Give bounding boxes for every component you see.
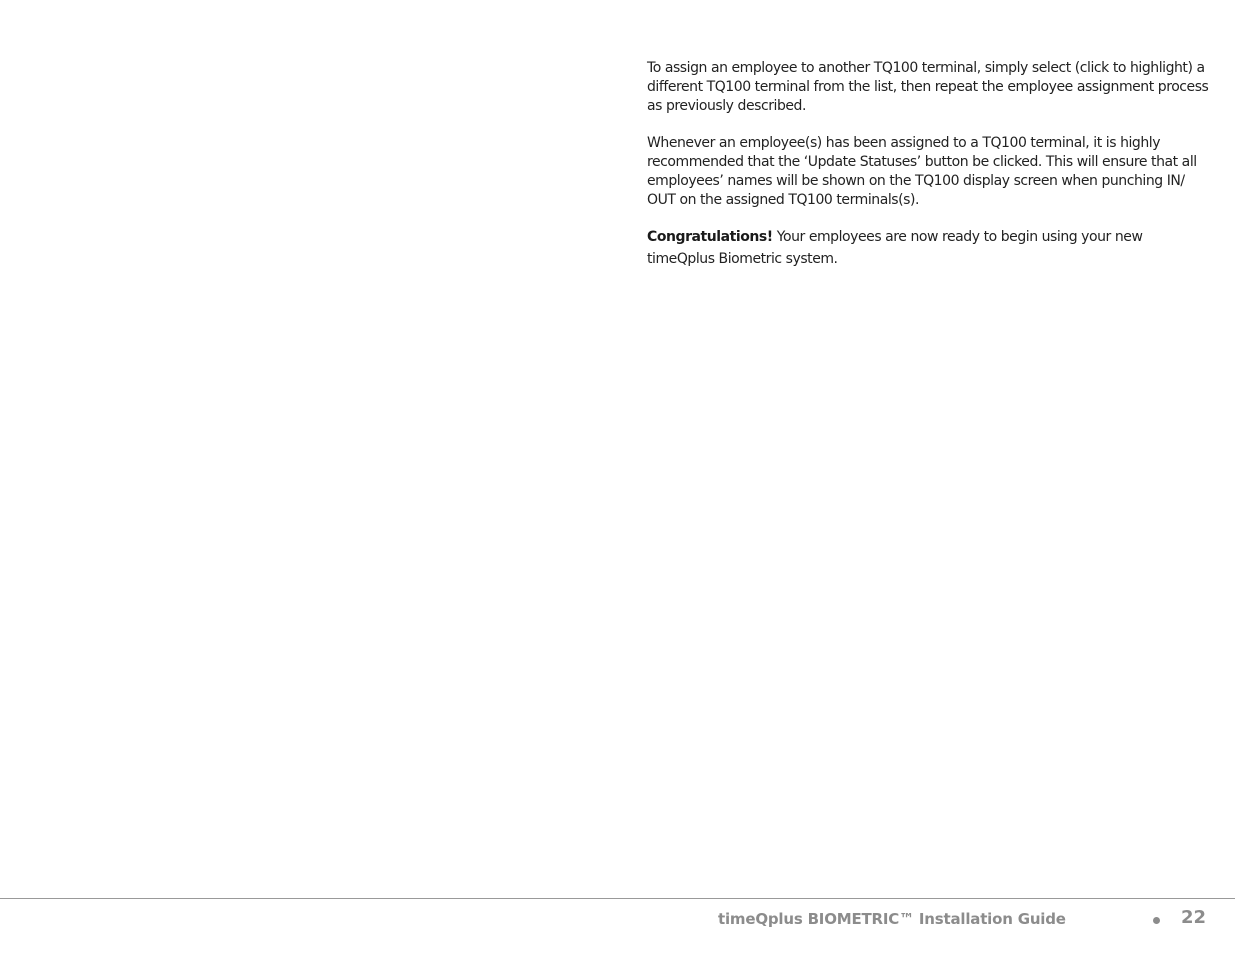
congratulations-label: Congratulations! (647, 229, 773, 245)
paragraph-assign-terminal: To assign an employee to another TQ100 terminal, simply select (click to highlight) a different TQ100 terminal from the list, then repeat the employee assignment process as previously described. (647, 60, 1209, 114)
paragraph-update-statuses: Whenever an employee(s) has been assigned to a TQ100 terminal, it is highly recommended that the ‘Update Statuses’ button be clicked. This will ensure that all employees’ names will be shown on the TQ100 display screen when punching IN/ OUT on the assigned TQ100 terminals(s). (647, 135, 1197, 208)
main-content (647, 59, 1213, 287)
paragraph-congratulations (647, 228, 1213, 269)
footer-guide-title: timeQplus BIOMETRIC™ Installation Guide (718, 910, 1066, 928)
footer-divider (0, 898, 1235, 899)
bullet-dot-icon (1153, 917, 1160, 924)
congratulations-text: Your employees are now ready to begin using your new (772, 229, 1143, 245)
congratulations-system-name: timeQplus Biometric system. (647, 251, 838, 267)
page-number: 22 (1181, 907, 1207, 928)
